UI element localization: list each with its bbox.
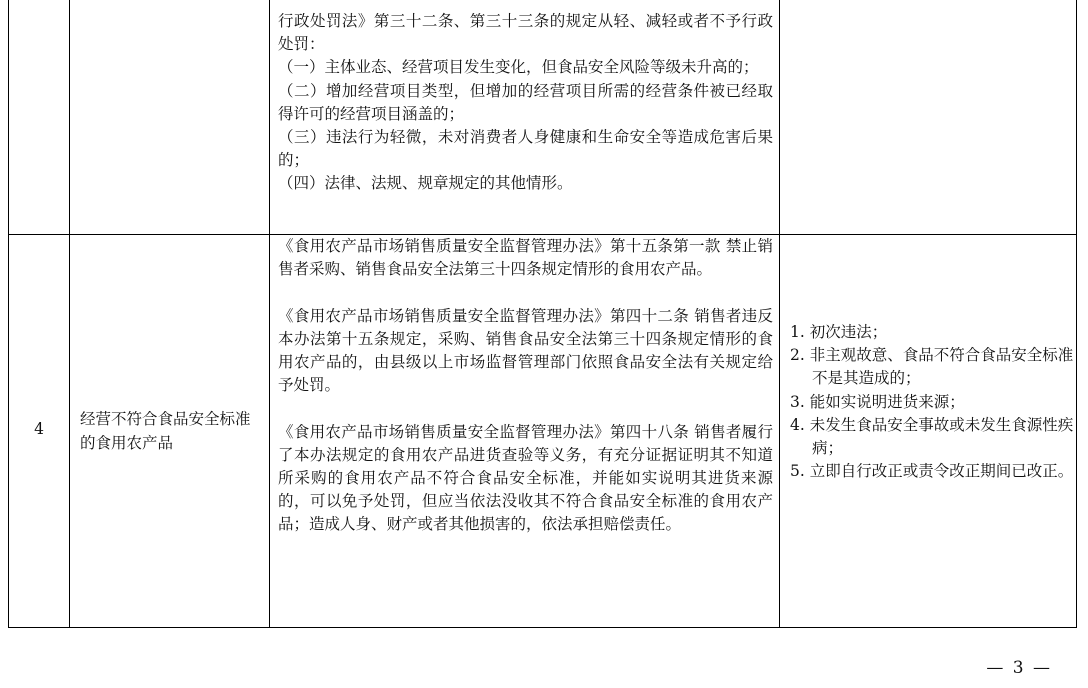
list-item: 2. 非主观故意、食品不符合食品安全标准不是其造成的； [790,346,1074,388]
basis-paragraph: 《食用农产品市场销售质量安全监督管理办法》第四十二条 销售者违反本办法第十五条规定，采购、销售食品安全法第三十四条规定情形的食用农产品的，由县级以上市场监督管理部门依照食品安全法有关规定给予处罚。 [278,306,773,395]
basis-text [278,235,773,537]
cell-name [70,0,270,234]
basis-paragraph: （四）法律、法规、规章规定的其他情形。 [278,174,573,193]
basis-text [278,10,773,196]
row-number: 4 [34,420,44,438]
basis-paragraph: （三）违法行为轻微，未对消费者人身健康和生命安全等造成危害后果的； [278,128,773,170]
list-item: 5. 立即自行改正或责令改正期间已改正。 [790,462,1074,481]
list-item: 4. 未发生食品安全事故或未发生食源性疾病； [790,415,1074,458]
cell-basis [270,235,780,627]
cell-name [70,235,270,627]
list-item: 1. 初次违法； [790,323,888,341]
list-item: 3. 能如实说明进货来源； [790,392,965,411]
violation-name: 经营不符合食品安全标准的食用农产品 [80,410,251,452]
cell-conditions [780,235,1078,627]
cell-number [9,235,70,627]
cell-number [9,0,70,234]
basis-paragraph: 行政处罚法》第三十二条、第三十三条的规定从轻、减轻或者不予行政处罚： [278,12,773,54]
table-row [8,235,1077,628]
cell-conditions [780,0,1078,234]
basis-paragraph: （二）增加经营项目类型，但增加的经营项目所需的经营条件被已经取得许可的经营项目涵盖的； [278,81,773,123]
cell-basis [270,0,780,234]
table-row [8,0,1077,235]
basis-paragraph: 《食用农产品市场销售质量安全监督管理办法》第四十八条 销售者履行了本办法规定的食用农产品进货查验等义务，有充分证据证明其不知道所采购的食用农产品不符合食品安全标准，并能如实说明其进货来源的，可以免予处罚，但应当依法没收其不符合食品安全标准的食用农产品；造成人身、财产或者其他损害的，依法承担赔偿责任。 [278,422,773,534]
basis-paragraph: （一）主体业态、经营项目发生变化，但食品安全风险等级未升高的； [278,58,759,77]
conditions-list [790,321,1074,483]
page-number: — 3 — [986,658,1052,678]
basis-paragraph: 《食用农产品市场销售质量安全监督管理办法》第十五条第一款 禁止销售者采购、销售食品安全法第三十四条规定情形的食用农产品。 [278,237,773,279]
